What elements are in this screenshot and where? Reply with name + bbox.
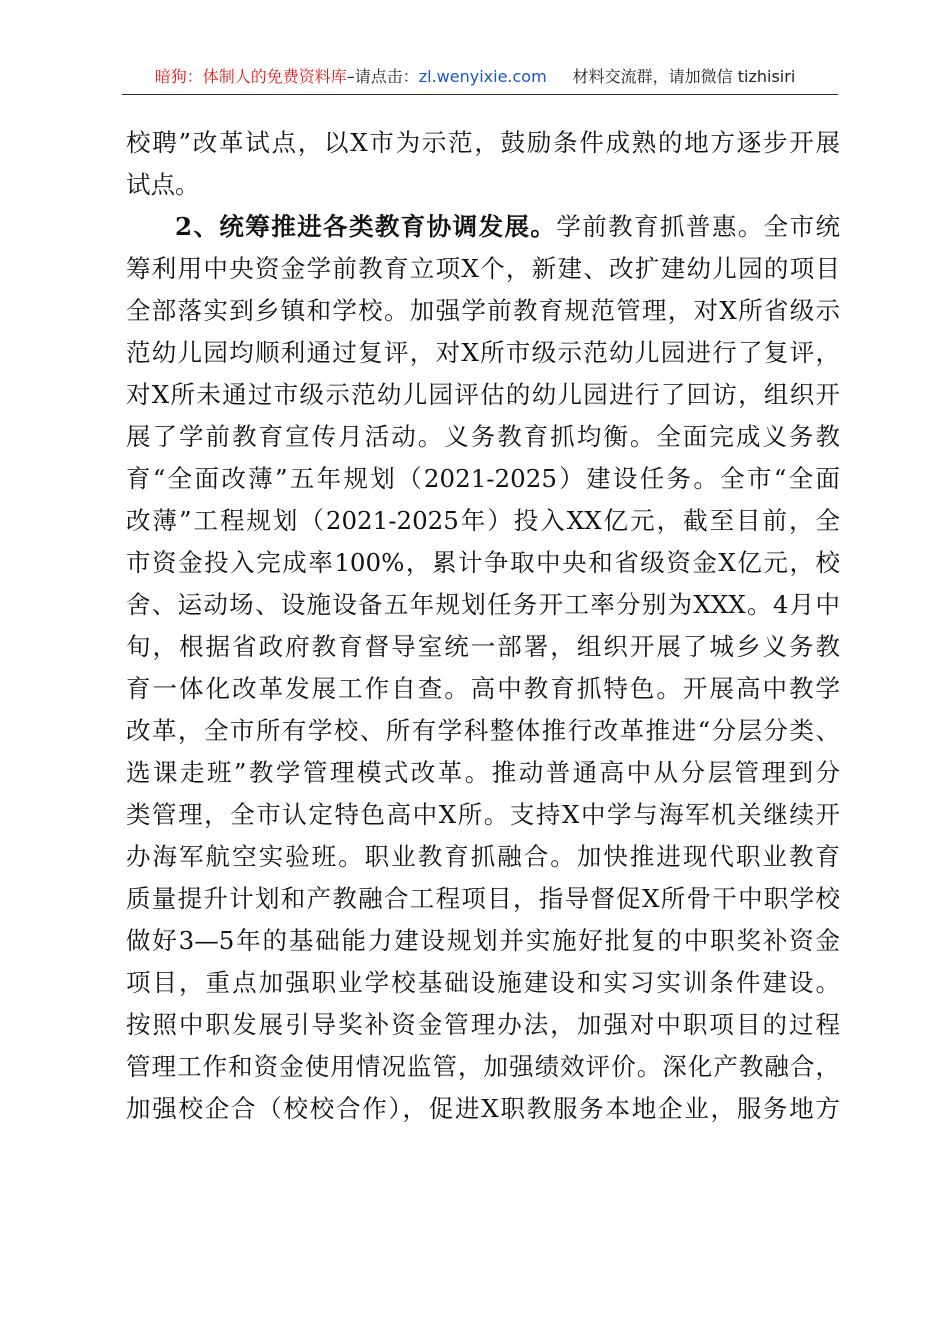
text-line: 校聘”改革试点，以X市为示范，鼓励条件成熟的地方逐步开展 xyxy=(126,128,840,157)
header-site-name: 暗狗：体制人的免费资料库 xyxy=(154,67,347,86)
text-line: 旬，根据省政府教育督导室统一部署，组织开展了城乡义务教 xyxy=(126,632,840,661)
paragraph-2 xyxy=(126,206,840,1130)
text-line: 展了学前教育宣传月活动。义务教育抓均衡。全面完成义务教 xyxy=(126,422,840,451)
document-body xyxy=(126,122,840,1130)
text-line: 范幼儿园均顺利通过复评，对X所市级示范幼儿园进行了复评， xyxy=(126,338,840,367)
text-line: 改薄”工程规划（2021-2025年）投入XX亿元，截至目前，全 xyxy=(126,506,840,535)
page-header xyxy=(0,66,950,88)
text-line: 改革，全市所有学校、所有学科整体推行改革推进“分层分类、 xyxy=(126,716,840,745)
text-line xyxy=(126,206,840,248)
text-line: 育“全面改薄”五年规划（2021-2025）建设任务。全市“全面 xyxy=(126,464,840,493)
text-line: 市资金投入完成率100%，累计争取中央和省级资金X亿元，校 xyxy=(126,548,840,577)
text-line: 质量提升计划和产教融合工程项目，指导督促X所骨干中职学校 xyxy=(126,884,840,913)
text-line: 选课走班”教学管理模式改革。推动普通高中从分层管理到分 xyxy=(126,758,840,787)
text-line: 类管理，全市认定特色高中X所。支持X中学与海军机关继续开 xyxy=(126,800,840,829)
text-line: 项目，重点加强职业学校基础设施建设和实习实训条件建设。 xyxy=(126,968,840,997)
text-line: 对X所未通过市级示范幼儿园评估的幼儿园进行了回访，组织开 xyxy=(126,380,840,409)
text-line: 舍、运动场、设施设备五年规划任务开工率分别为XXX。4月中 xyxy=(126,590,840,619)
text-line: 按照中职发展引导奖补资金管理办法，加强对中职项目的过程 xyxy=(126,1010,840,1039)
text-line: 加强校企合（校校合作），促进X职教服务本地企业，服务地方 xyxy=(126,1094,840,1123)
text-line: 管理工作和资金使用情况监管，加强绩效评价。深化产教融合， xyxy=(126,1052,840,1081)
text-line: 育一体化改革发展工作自查。高中教育抓特色。开展高中教学 xyxy=(126,674,840,703)
text-line: 做好3—5年的基础能力建设规划并实施好批复的中职奖补资金 xyxy=(126,926,840,955)
text-line: 试点。 xyxy=(126,170,200,199)
paragraph-1 xyxy=(126,122,840,206)
text-line: 全部落实到乡镇和学校。加强学前教育规范管理，对X所省级示 xyxy=(126,296,840,325)
header-url-link[interactable]: zl.wenyixie.com xyxy=(418,67,547,86)
header-click-prompt: –请点击： xyxy=(346,67,419,86)
heading-line-rest: 学前教育抓普惠。全市统 xyxy=(556,212,840,241)
header-divider xyxy=(122,94,838,95)
text-line: 办海军航空实验班。职业教育抓融合。加快推进现代职业教育 xyxy=(126,842,840,871)
text-line: 筹利用中央资金学前教育立项X个，新建、改扩建幼儿园的项目 xyxy=(126,254,840,283)
header-wechat-note: 材料交流群，请加微信 tizhisiri xyxy=(572,67,796,86)
section-heading: 2、统筹推进各类教育协调发展。 xyxy=(175,212,557,241)
